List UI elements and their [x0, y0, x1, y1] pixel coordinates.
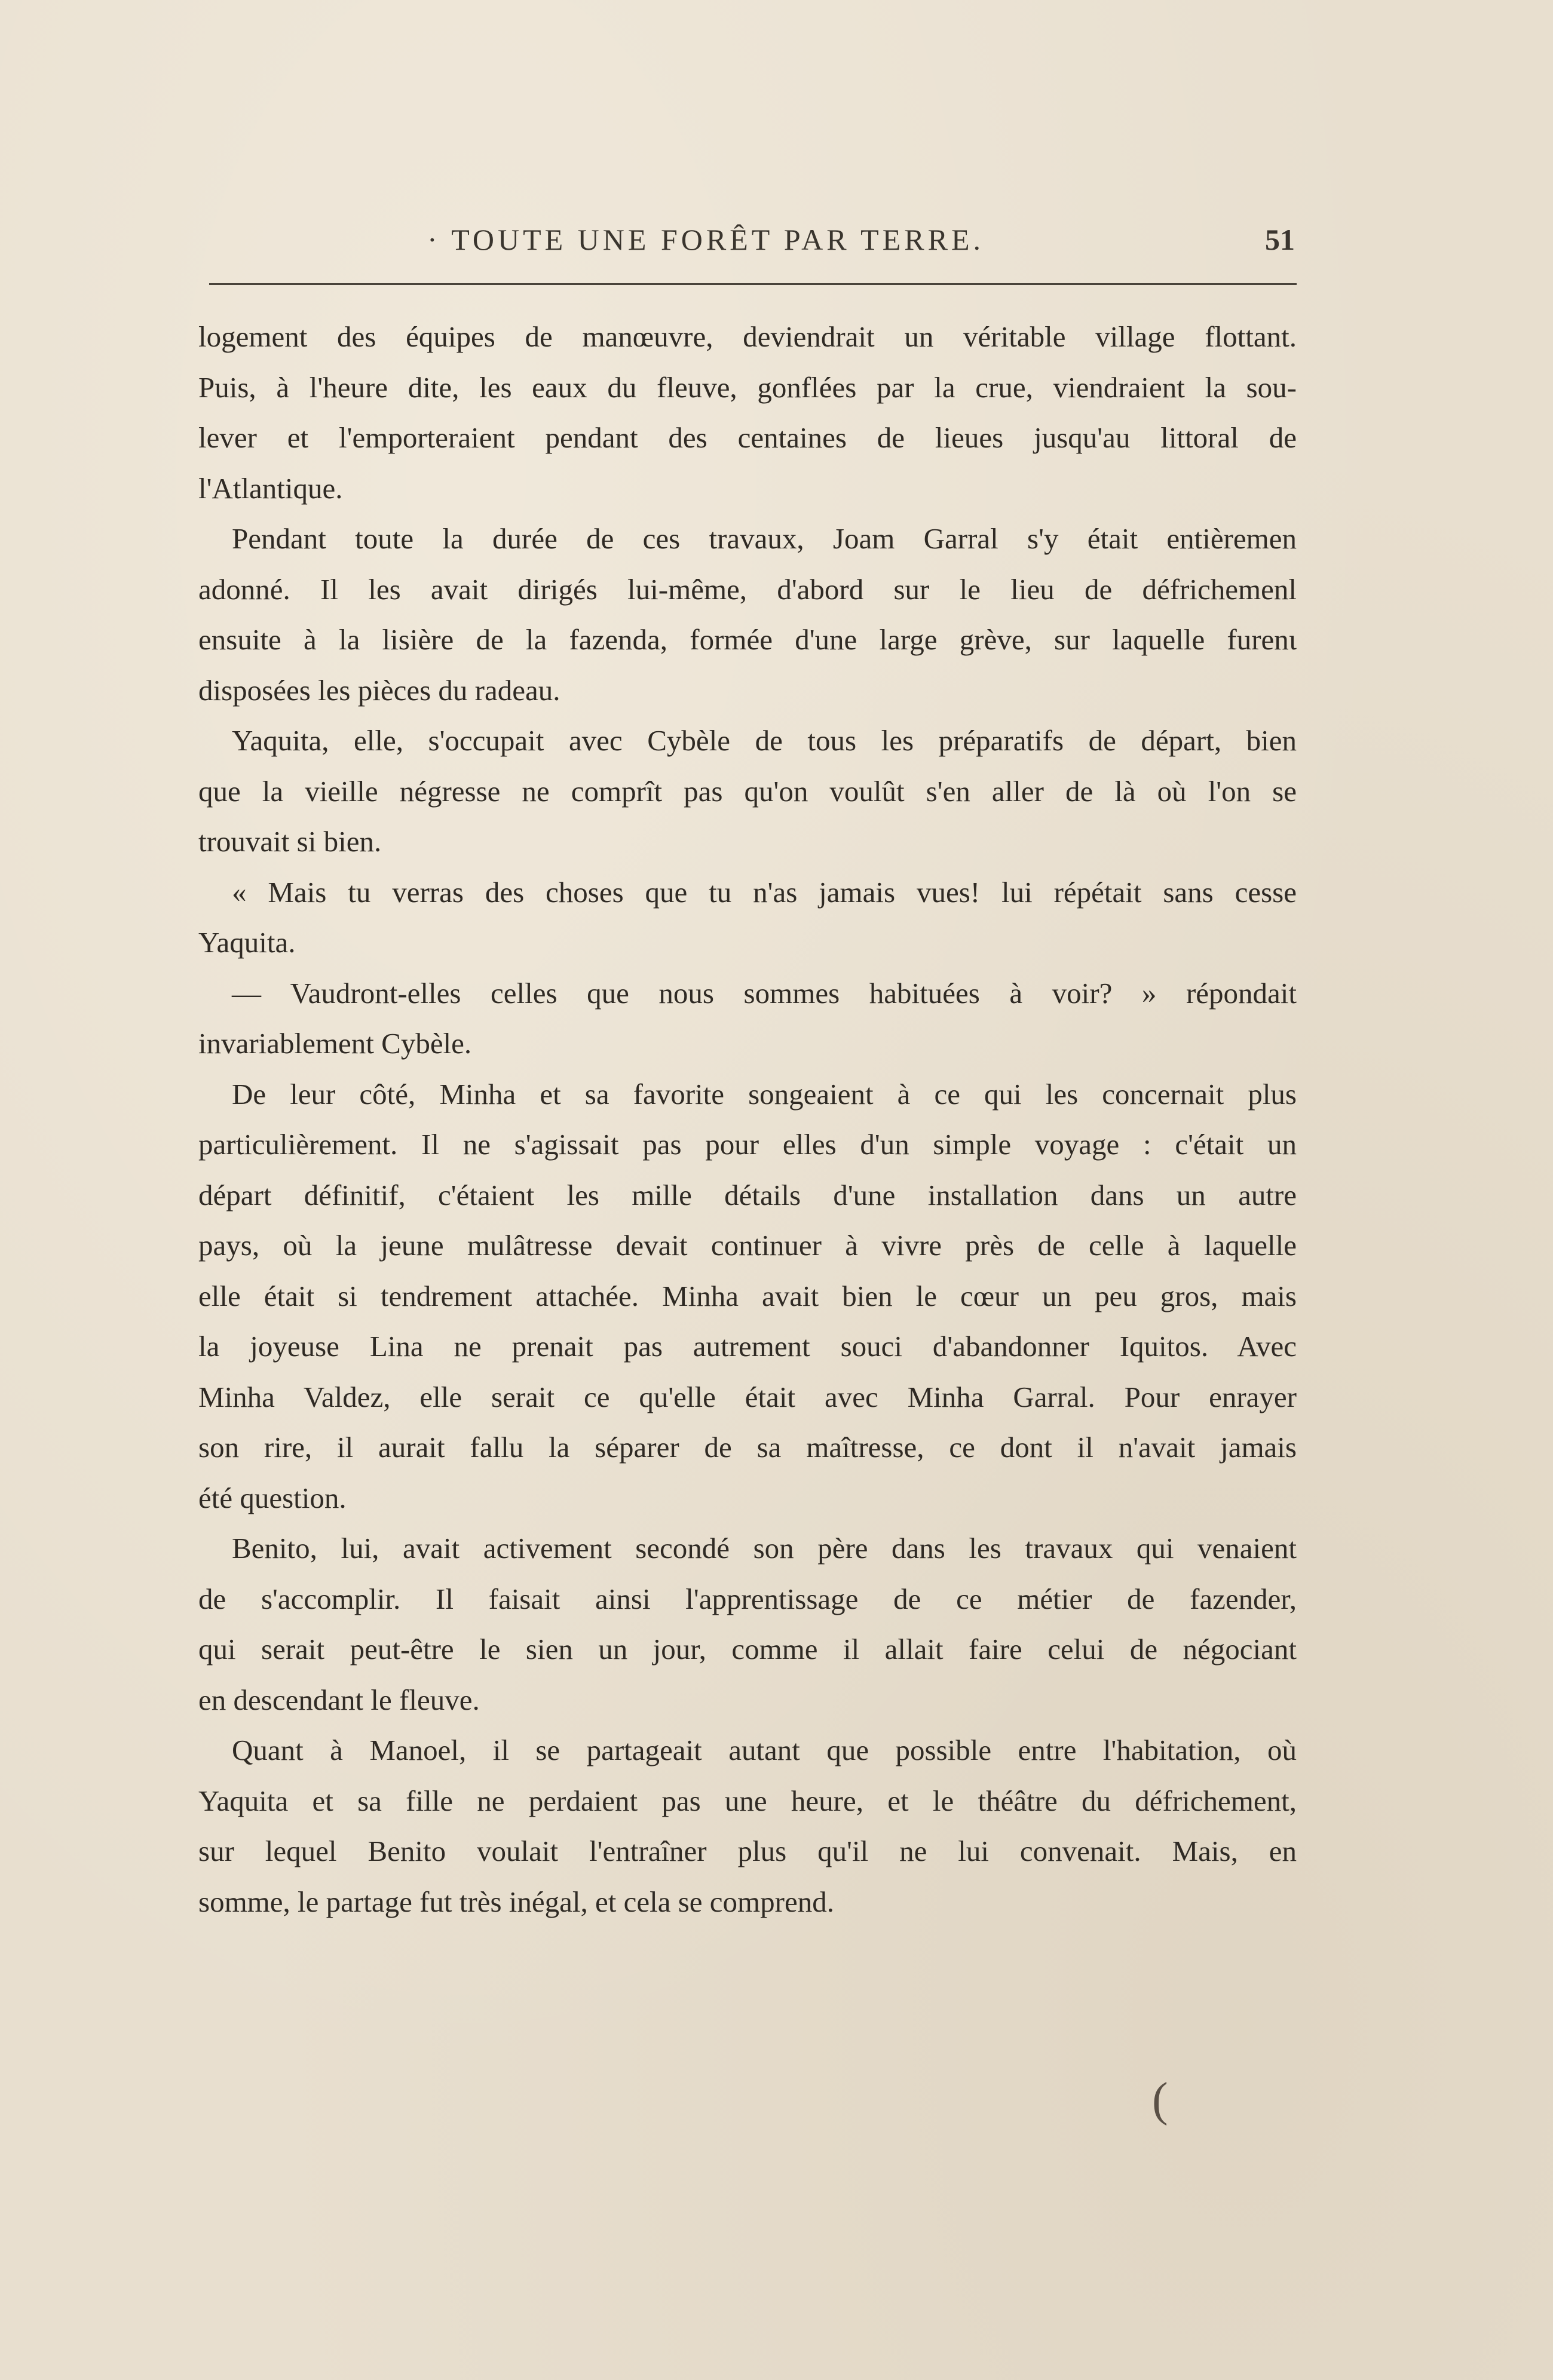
- text-line: elle était si tendrement attachée. Minha avait bien le cœur un peu gros, mais: [198, 1279, 1297, 1312]
- text-line: disposées les pièces du radeau.: [198, 673, 560, 707]
- running-title: · TOUTE UNE FORÊT PAR TERRE.: [427, 223, 984, 256]
- text-line: en descendant le fleuve.: [198, 1683, 480, 1716]
- paragraph: [198, 867, 1297, 968]
- text-line: Yaquita et sa fille ne perdaient pas une heure, et le théâtre du défrichement,: [198, 1784, 1297, 1817]
- text-line: de s'accomplir. Il faisait ainsi l'apprentissage de ce métier de fazender,: [198, 1582, 1297, 1615]
- text-line: son rire, il aurait fallu la séparer de sa maîtresse, ce dont il n'avait jamais: [198, 1431, 1297, 1464]
- text-line: adonné. Il les avait dirigés lui-même, d'abord sur le lieu de défrichemenl: [198, 572, 1297, 606]
- text-line: De leur côté, Minha et sa favorite songeaient à ce qui les concernait plus: [232, 1077, 1297, 1111]
- text-line: qui serait peut-être le sien un jour, comme il allait faire celui de négociant: [198, 1633, 1297, 1666]
- text-line: somme, le partage fut très inégal, et cela se comprend.: [198, 1885, 834, 1918]
- text-line: lever et l'emporteraient pendant des centaines de lieues jusqu'au littoral de: [198, 421, 1297, 454]
- paragraph: [198, 968, 1297, 1069]
- stray-mark: (: [1152, 2074, 1168, 2126]
- text-line: ensuite à la lisière de la fazenda, formée d'une large grève, sur laquelle furenι: [198, 623, 1297, 656]
- text-line: Quant à Manoel, il se partageait autant que possible entre l'habitation, où: [232, 1734, 1297, 1766]
- text-line: Yaquita, elle, s'occupait avec Cybèle de tous les préparatifs de départ, bien: [232, 724, 1297, 757]
- paragraph: [198, 312, 1297, 514]
- text-line: logement des équipes de manœuvre, deviendrait un véritable village flottant.: [198, 320, 1297, 353]
- text-line: Puis, à l'heure dite, les eaux du fleuve, gonflées par la crue, viendraient la sou-: [198, 370, 1297, 404]
- text-line: l'Atlantique.: [198, 471, 343, 505]
- text-line: trouvait si bien.: [198, 825, 382, 858]
- text-line: invariablement Cybèle.: [198, 1027, 472, 1060]
- text-line: été question.: [198, 1481, 347, 1514]
- paragraph: [198, 1069, 1297, 1524]
- page-number: 51: [1265, 223, 1295, 256]
- text-line: Minha Valdez, elle serait ce qu'elle était avec Minha Garral. Pour enrayer: [198, 1380, 1297, 1413]
- paragraph: [198, 1725, 1297, 1927]
- text-line: départ définitif, c'étaient les mille détails d'une installation dans un autre: [198, 1178, 1297, 1212]
- text-line: Benito, lui, avait activement secondé son père dans les travaux qui venaient: [232, 1532, 1297, 1565]
- text-line: pays, où la jeune mulâtresse devait continuer à vivre près de celle à laquelle: [198, 1229, 1297, 1262]
- body-text: [198, 312, 1297, 1927]
- text-line: Pendant toute la durée de ces travaux, Joam Garral s'y était entièremen: [232, 522, 1297, 555]
- text-line: que la vieille négresse ne comprît pas qu'on voulût s'en aller de là où l'on se: [198, 774, 1297, 808]
- page-header: [200, 222, 1300, 270]
- paragraph: [198, 514, 1297, 716]
- text-line: Yaquita.: [198, 926, 296, 959]
- text-line: — Vaudront-elles celles que nous sommes habituées à voir? » répondait: [232, 976, 1297, 1010]
- text-line: « Mais tu verras des choses que tu n'as jamais vues! lui répétait sans cesse: [232, 875, 1297, 909]
- header-rule: [209, 283, 1297, 285]
- paragraph: [198, 1523, 1297, 1725]
- text-line: particulièrement. Il ne s'agissait pas pour elles d'un simple voyage : c'était un: [198, 1128, 1297, 1161]
- paragraph: [198, 716, 1297, 867]
- text-line: sur lequel Benito voulait l'entraîner plus qu'il ne lui convenait. Mais, en: [198, 1835, 1297, 1867]
- text-line: la joyeuse Lina ne prenait pas autrement souci d'abandonner Iquitos. Avec: [198, 1330, 1297, 1363]
